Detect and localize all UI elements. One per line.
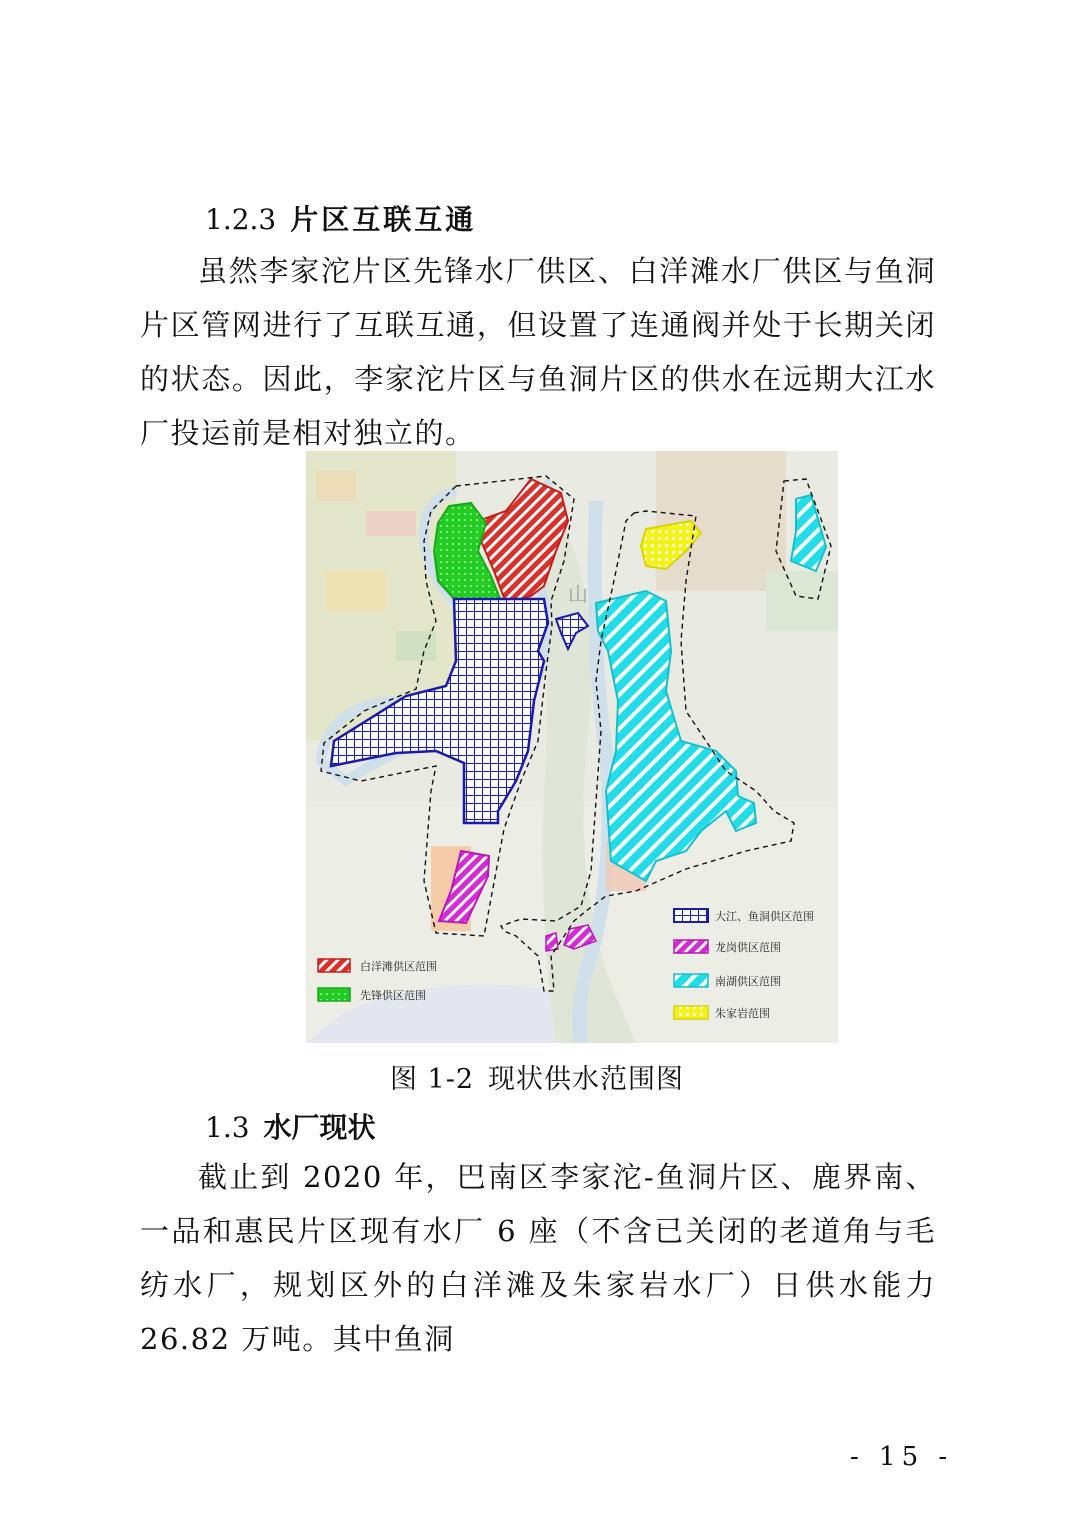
legend-label-dajiang-yudong: 大江、鱼洞供区范围 [715, 910, 814, 923]
map-mountain-label: 山 [568, 582, 588, 606]
legend-item-xianfeng [318, 988, 426, 1002]
page-number: - 15 - [850, 1442, 954, 1472]
legend-item-nanhu [674, 974, 781, 988]
section-number: 1.3 [205, 1111, 250, 1144]
legend-label-zhujiayan: 朱家岩范围 [715, 1007, 770, 1020]
section-heading-1-3 [205, 1106, 376, 1146]
legend-label-nanhu: 南湖供区范围 [715, 975, 781, 988]
paragraph-water-plants: 截止到 2020 年，巴南区李家沱-鱼洞片区、鹿界南、一品和惠民片区现有水厂 6 座（不含已关闭的老道角与毛纺水厂，规划区外的白洋滩及朱家岩水厂）日供水能力 26.82 万吨。其中鱼洞 [140, 1160, 936, 1356]
legend-swatch-magenta [674, 940, 708, 953]
legend-label-xianfeng: 先锋供区范围 [360, 989, 426, 1002]
legend-swatch-red [318, 959, 350, 972]
figure-title: 现状供水范围图 [488, 1064, 685, 1095]
section-title: 水厂现状 [263, 1111, 376, 1144]
paragraph-interconnection: 虽然李家沱片区先锋水厂供区、白洋滩水厂供区与鱼洞片区管网进行了互联互通，但设置了连通阀并处于长期关闭的状态。因此，李家沱片区与鱼洞片区的供水在远期大江水厂投运前是相对独立的。 [140, 254, 936, 450]
legend-label-baiyangtan: 白洋滩供区范围 [360, 960, 437, 973]
legend-swatch-yellow [674, 1006, 708, 1019]
legend-item-dajiang-yudong [674, 909, 814, 923]
legend-swatch-blue [674, 909, 708, 922]
section-title: 片区互联互通 [290, 203, 477, 236]
legend-item-longgang [674, 940, 781, 954]
legend-swatch-green [318, 988, 350, 1001]
section-number: 1.2.3 [205, 203, 277, 236]
section-heading-1-2-3 [205, 198, 476, 238]
figure-number: 图 1-2 [389, 1064, 475, 1095]
legend-swatch-cyan [674, 974, 708, 987]
legend-label-longgang: 龙岗供区范围 [715, 941, 781, 954]
legend-item-zhujiayan [674, 1006, 770, 1020]
supply-area-map [306, 451, 838, 1043]
figure-caption [0, 1057, 1074, 1096]
legend-item-baiyangtan [318, 959, 437, 973]
